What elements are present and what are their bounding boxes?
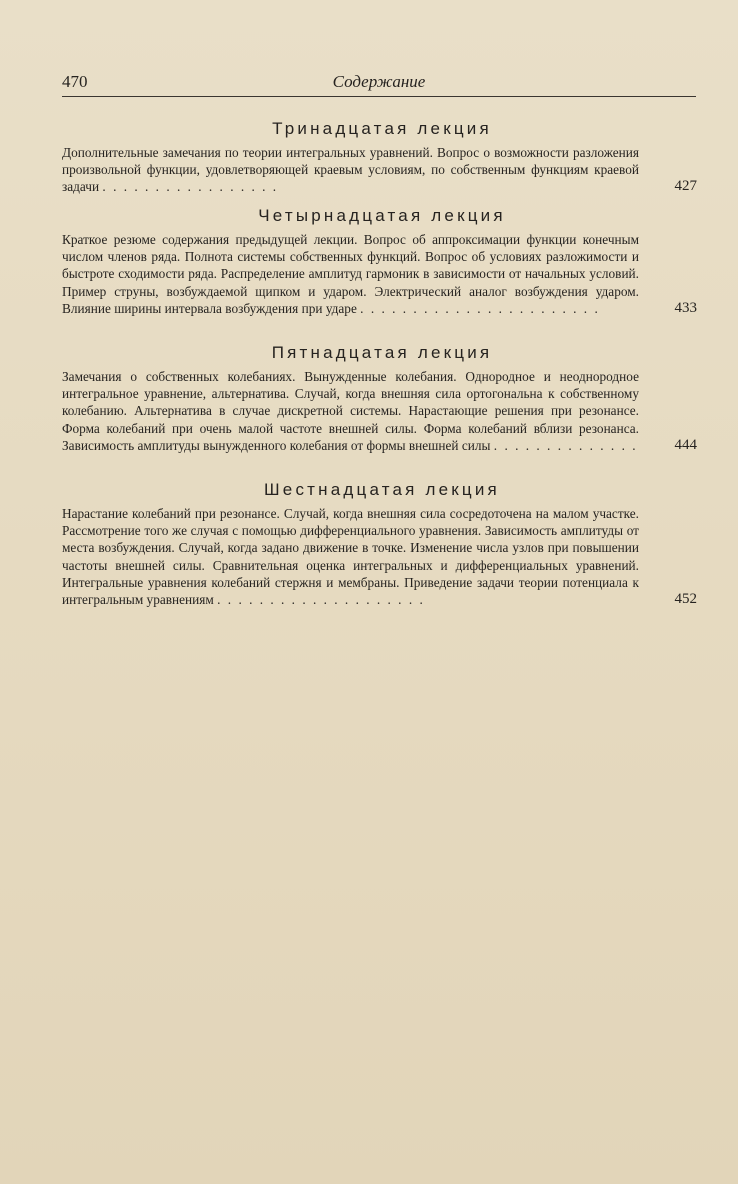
- running-title: Содержание: [332, 72, 426, 91]
- toc-entry: [62, 231, 697, 317]
- leader-dots: . . . . . . . . . . . . . .: [493, 437, 638, 453]
- leader-dots: . . . . . . . . . . . . . . . . .: [102, 179, 279, 195]
- toc-entry: [62, 144, 697, 196]
- lecture-title: Пятнадцатая лекция: [271, 343, 493, 362]
- page-number: 470: [62, 72, 88, 91]
- toc-section-lecture-16: [62, 479, 702, 608]
- lecture-title: Четырнадцатая лекция: [258, 206, 506, 225]
- page-header: [62, 72, 696, 97]
- entry-text: Краткое резюме содержания предыдущей лекции. Вопрос об аппроксимации функции конечным числом членов ряда. Полнота системы собственных функций. Вопрос об условиях разложимости и быстроте сходимости ряда. Распределение амплитуд гармоник в зависимости от начальных условий. Пример струны, возбуждаемой щипком и ударом. Электрический аналог возбуждения ударом. Влияние ширины интервала возбуждения при ударе: [62, 232, 639, 316]
- entry-text: Дополнительные замечания по теории интегральных уравнений. Вопрос о возможности разложения произвольной функции, удовлетворяющей краевым условиям, по собственным функциям краевой задачи: [62, 145, 639, 195]
- entry-text: Нарастание колебаний при резонансе. Случай, когда внешняя сила сосредоточена на малом участке. Рассмотрение того же случая с помощью дифференциального уравнения. Зависимость амплитуды от места возбуждения. Случай, когда задано движение в точке. Изменение числа узлов при повышении частоты внешней силы. Сравнительная оценка интегральных и дифференциальных уравнений. Интегральные уравнения колебаний стержня и мембраны. Приведение задачи теории потенциала к интегральным уравнениям: [62, 506, 639, 608]
- lecture-title: Тринадцатая лекция: [272, 119, 492, 138]
- toc-section-lecture-15: [62, 342, 702, 454]
- page-reference: 433: [674, 299, 697, 316]
- page-reference: 452: [674, 591, 697, 608]
- toc-entry: [62, 505, 697, 608]
- leader-dots: . . . . . . . . . . . . . . . . . . . .: [217, 592, 425, 608]
- page-reference: 444: [674, 436, 697, 453]
- entry-text: Замечания о собственных колебаниях. Вынужденные колебания. Однородное и неоднородное интегральное уравнение, альтернатива. Случай, когда внешняя сила ортогональна к собственному колебанию. Альтернатива в случае дискретной системы. Нарастающие решения при резонансе. Форма колебаний при очень малой частоте внешней силы. Форма колебаний вблизи резонанса. Зависимость амплитуды вынужденного колебания от формы внешней силы: [62, 369, 639, 453]
- page-reference: 427: [674, 178, 697, 195]
- lecture-title: Шестнадцатая лекция: [264, 480, 500, 499]
- leader-dots: . . . . . . . . . . . . . . . . . . . . . . .: [360, 300, 600, 316]
- toc-section-lecture-14: [62, 205, 702, 317]
- toc-entry: [62, 368, 697, 454]
- toc-section-lecture-13: [62, 118, 702, 196]
